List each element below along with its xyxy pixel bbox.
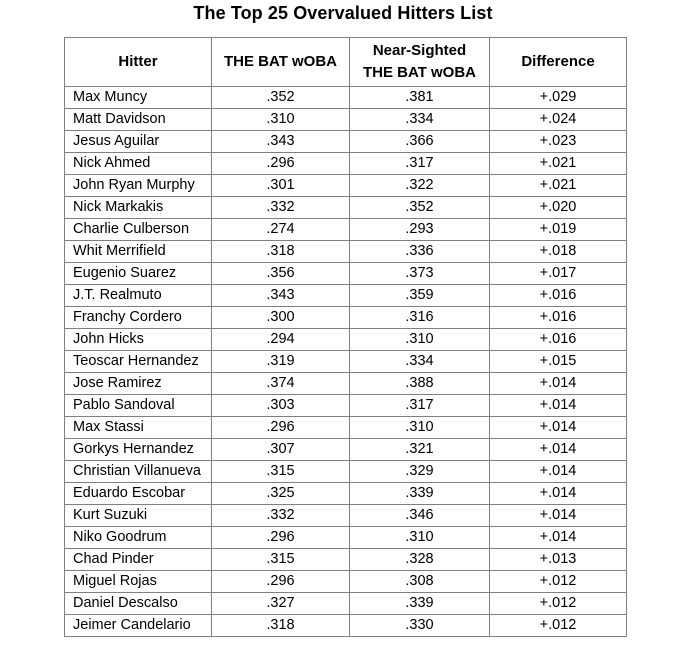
- bat-woba-cell: .356: [212, 263, 350, 285]
- difference-cell: +.029: [490, 87, 627, 109]
- difference-cell: +.015: [490, 351, 627, 373]
- bat-woba-cell: .294: [212, 329, 350, 351]
- table-row: [65, 373, 627, 395]
- table-body: [65, 87, 627, 637]
- column-header-hitter: Hitter: [65, 38, 212, 87]
- bat-woba-cell: .343: [212, 285, 350, 307]
- header-row: [65, 38, 627, 87]
- hitter-cell: Matt Davidson: [65, 109, 212, 131]
- table-row: [65, 197, 627, 219]
- table-row: [65, 461, 627, 483]
- hitter-cell: Max Muncy: [65, 87, 212, 109]
- hitter-cell: Jeimer Candelario: [65, 615, 212, 637]
- hitter-cell: Pablo Sandoval: [65, 395, 212, 417]
- bat-woba-cell: .301: [212, 175, 350, 197]
- table-row: [65, 505, 627, 527]
- table-row: [65, 307, 627, 329]
- difference-cell: +.014: [490, 505, 627, 527]
- difference-cell: +.019: [490, 219, 627, 241]
- table-row: [65, 241, 627, 263]
- hitter-cell: Whit Merrifield: [65, 241, 212, 263]
- bat-woba-cell: .315: [212, 461, 350, 483]
- column-header-bat-woba: THE BAT wOBA: [212, 38, 350, 87]
- hitter-cell: Daniel Descalso: [65, 593, 212, 615]
- table-row: [65, 131, 627, 153]
- bat-woba-cell: .274: [212, 219, 350, 241]
- difference-cell: +.014: [490, 417, 627, 439]
- near-woba-cell: .308: [350, 571, 490, 593]
- bat-woba-cell: .303: [212, 395, 350, 417]
- hitter-cell: Eugenio Suarez: [65, 263, 212, 285]
- near-woba-cell: .293: [350, 219, 490, 241]
- bat-woba-cell: .315: [212, 549, 350, 571]
- hitter-cell: Jesus Aguilar: [65, 131, 212, 153]
- table-row: [65, 153, 627, 175]
- table-row: [65, 593, 627, 615]
- bat-woba-cell: .296: [212, 417, 350, 439]
- hitter-cell: Niko Goodrum: [65, 527, 212, 549]
- hitter-cell: Charlie Culberson: [65, 219, 212, 241]
- difference-cell: +.024: [490, 109, 627, 131]
- near-woba-cell: .316: [350, 307, 490, 329]
- difference-cell: +.012: [490, 615, 627, 637]
- hitter-cell: Nick Markakis: [65, 197, 212, 219]
- bat-woba-cell: .300: [212, 307, 350, 329]
- difference-cell: +.016: [490, 329, 627, 351]
- table-row: [65, 351, 627, 373]
- bat-woba-cell: .332: [212, 505, 350, 527]
- table-row: [65, 219, 627, 241]
- column-header-near-sighted-woba: [350, 38, 490, 87]
- near-woba-cell: .322: [350, 175, 490, 197]
- near-woba-cell: .317: [350, 153, 490, 175]
- near-woba-cell: .339: [350, 483, 490, 505]
- difference-cell: +.017: [490, 263, 627, 285]
- difference-cell: +.014: [490, 439, 627, 461]
- difference-cell: +.014: [490, 461, 627, 483]
- near-woba-cell: .359: [350, 285, 490, 307]
- near-woba-cell: .317: [350, 395, 490, 417]
- bat-woba-cell: .318: [212, 241, 350, 263]
- near-woba-cell: .334: [350, 109, 490, 131]
- hitter-cell: John Hicks: [65, 329, 212, 351]
- bat-woba-cell: .352: [212, 87, 350, 109]
- difference-cell: +.012: [490, 571, 627, 593]
- near-woba-cell: .334: [350, 351, 490, 373]
- table-row: [65, 417, 627, 439]
- difference-cell: +.023: [490, 131, 627, 153]
- bat-woba-cell: .325: [212, 483, 350, 505]
- table-row: [65, 439, 627, 461]
- near-woba-cell: .373: [350, 263, 490, 285]
- near-woba-cell: .310: [350, 417, 490, 439]
- near-woba-cell: .328: [350, 549, 490, 571]
- hitter-cell: Gorkys Hernandez: [65, 439, 212, 461]
- near-woba-cell: .388: [350, 373, 490, 395]
- near-woba-cell: .366: [350, 131, 490, 153]
- hitter-cell: Jose Ramirez: [65, 373, 212, 395]
- table-row: [65, 615, 627, 637]
- hitter-cell: Eduardo Escobar: [65, 483, 212, 505]
- near-woba-cell: .346: [350, 505, 490, 527]
- near-woba-cell: .330: [350, 615, 490, 637]
- near-woba-cell: .310: [350, 527, 490, 549]
- difference-cell: +.021: [490, 153, 627, 175]
- bat-woba-cell: .318: [212, 615, 350, 637]
- hitter-cell: Miguel Rojas: [65, 571, 212, 593]
- difference-cell: +.014: [490, 395, 627, 417]
- bat-woba-cell: .327: [212, 593, 350, 615]
- difference-cell: +.018: [490, 241, 627, 263]
- table-row: [65, 527, 627, 549]
- page-title: The Top 25 Overvalued Hitters List: [193, 3, 493, 23]
- table-row: [65, 109, 627, 131]
- hitter-cell: John Ryan Murphy: [65, 175, 212, 197]
- bat-woba-cell: .296: [212, 571, 350, 593]
- bat-woba-cell: .307: [212, 439, 350, 461]
- table-row: [65, 395, 627, 417]
- hitter-cell: J.T. Realmuto: [65, 285, 212, 307]
- near-woba-cell: .321: [350, 439, 490, 461]
- near-woba-cell: .329: [350, 461, 490, 483]
- table-row: [65, 87, 627, 109]
- bat-woba-cell: .374: [212, 373, 350, 395]
- hitter-cell: Christian Villanueva: [65, 461, 212, 483]
- column-header-difference: Difference: [490, 38, 627, 87]
- hitter-cell: Nick Ahmed: [65, 153, 212, 175]
- bat-woba-cell: .310: [212, 109, 350, 131]
- bat-woba-cell: .296: [212, 153, 350, 175]
- column-header-near-sighted-line1: Near-Sighted: [372, 42, 467, 59]
- near-woba-cell: .336: [350, 241, 490, 263]
- table-row: [65, 285, 627, 307]
- bat-woba-cell: .343: [212, 131, 350, 153]
- near-woba-cell: .381: [350, 87, 490, 109]
- difference-cell: +.013: [490, 549, 627, 571]
- table-row: [65, 483, 627, 505]
- difference-cell: +.012: [490, 593, 627, 615]
- table-row: [65, 175, 627, 197]
- hitter-cell: Teoscar Hernandez: [65, 351, 212, 373]
- near-woba-cell: .352: [350, 197, 490, 219]
- difference-cell: +.016: [490, 307, 627, 329]
- near-woba-cell: .310: [350, 329, 490, 351]
- hitter-cell: Chad Pinder: [65, 549, 212, 571]
- bat-woba-cell: .319: [212, 351, 350, 373]
- bat-woba-cell: .332: [212, 197, 350, 219]
- difference-cell: +.021: [490, 175, 627, 197]
- difference-cell: +.016: [490, 285, 627, 307]
- difference-cell: +.014: [490, 373, 627, 395]
- difference-cell: +.014: [490, 527, 627, 549]
- near-woba-cell: .339: [350, 593, 490, 615]
- hitter-cell: Kurt Suzuki: [65, 505, 212, 527]
- table-row: [65, 263, 627, 285]
- hitter-cell: Max Stassi: [65, 417, 212, 439]
- table-row: [65, 549, 627, 571]
- overvalued-hitters-table: [64, 37, 627, 637]
- bat-woba-cell: .296: [212, 527, 350, 549]
- column-header-near-sighted-line2: THE BAT wOBA: [362, 64, 477, 81]
- hitter-cell: Franchy Cordero: [65, 307, 212, 329]
- table-header: [65, 38, 627, 87]
- table-row: [65, 329, 627, 351]
- difference-cell: +.020: [490, 197, 627, 219]
- table-row: [65, 571, 627, 593]
- difference-cell: +.014: [490, 483, 627, 505]
